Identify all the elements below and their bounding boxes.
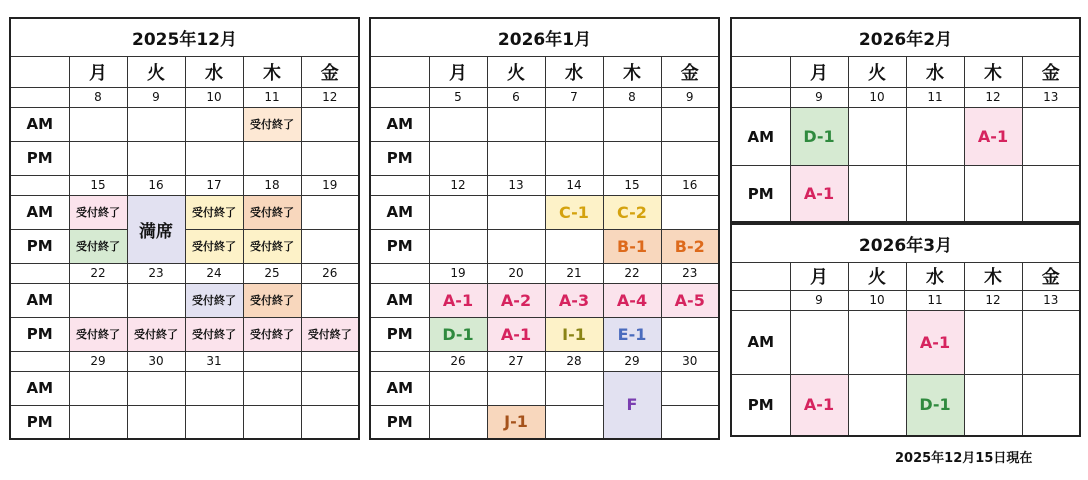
- date-cell: 13: [1022, 290, 1080, 310]
- slot-empty: [661, 195, 719, 229]
- date-cell: 23: [661, 263, 719, 283]
- date-cell: 12: [301, 87, 359, 107]
- slot-empty: [545, 107, 603, 141]
- slot-empty: [906, 107, 964, 165]
- slot-empty: [243, 371, 301, 405]
- date-cell: 8: [69, 87, 127, 107]
- slot-empty: [848, 166, 906, 222]
- calendar-dec-2025: [9, 17, 360, 440]
- date-cell: 26: [429, 351, 487, 371]
- calendar-jan-2026: [369, 17, 720, 440]
- slot-code: A-1: [487, 317, 545, 351]
- date-cell: 12: [429, 175, 487, 195]
- slot-empty: [848, 107, 906, 165]
- slot-empty: [185, 371, 243, 405]
- slot-empty: [848, 374, 906, 436]
- date-cell: 5: [429, 87, 487, 107]
- slot-code: A-2: [487, 283, 545, 317]
- date-cell: 9: [790, 87, 848, 107]
- slot-code: J-1: [487, 405, 545, 439]
- weekday-thu: 木: [964, 262, 1022, 290]
- row-label-pm: PM: [10, 405, 69, 439]
- row-label-am: AM: [10, 107, 69, 141]
- slot-closed: 受付終了: [185, 317, 243, 351]
- slot-empty: [429, 229, 487, 263]
- weekday-wed: 水: [185, 56, 243, 87]
- weekday-fri: 金: [1022, 56, 1080, 87]
- slot-empty: [127, 141, 185, 175]
- date-cell: 30: [127, 351, 185, 371]
- row-label-am: AM: [370, 283, 429, 317]
- slot-code: A-1: [790, 166, 848, 222]
- month-title: 2025年12月: [10, 18, 359, 56]
- date-cell: 22: [69, 263, 127, 283]
- date-cell: 12: [964, 290, 1022, 310]
- date-cell: 16: [127, 175, 185, 195]
- date-cell: 14: [545, 175, 603, 195]
- slot-empty: [127, 107, 185, 141]
- weekday-wed: 水: [906, 262, 964, 290]
- date-cell: 13: [1022, 87, 1080, 107]
- slot-closed: 受付終了: [243, 283, 301, 317]
- slot-code: A-1: [906, 310, 964, 374]
- date-cell: 17: [185, 175, 243, 195]
- date-cell: 20: [487, 263, 545, 283]
- slot-empty: [487, 107, 545, 141]
- as-of-date: 2025年12月15日現在: [895, 451, 1033, 466]
- slot-empty: [185, 141, 243, 175]
- weekday-thu: 木: [603, 56, 661, 87]
- slot-empty: [429, 195, 487, 229]
- slot-code: C-2: [603, 195, 661, 229]
- slot-empty: [69, 283, 127, 317]
- date-cell: 15: [69, 175, 127, 195]
- date-cell: 23: [127, 263, 185, 283]
- slot-empty: [487, 229, 545, 263]
- slot-empty: [661, 107, 719, 141]
- slot-empty: [487, 141, 545, 175]
- weekday-mon: 月: [790, 56, 848, 87]
- row-label-am: AM: [731, 107, 790, 165]
- row-label-pm: PM: [10, 141, 69, 175]
- row-label-am: AM: [370, 195, 429, 229]
- date-cell: 9: [790, 290, 848, 310]
- slot-empty: [243, 405, 301, 439]
- slot-empty: [1022, 107, 1080, 165]
- weekday-wed: 水: [906, 56, 964, 87]
- weekday-fri: 金: [301, 56, 359, 87]
- slot-closed: 受付終了: [243, 317, 301, 351]
- date-cell: 8: [603, 87, 661, 107]
- slot-empty: [790, 310, 848, 374]
- slot-empty: [69, 371, 127, 405]
- calendar-feb-2026: [730, 17, 1081, 223]
- slot-empty: [429, 405, 487, 439]
- slot-empty: [603, 107, 661, 141]
- row-label-am: AM: [10, 371, 69, 405]
- date-cell: 22: [603, 263, 661, 283]
- slot-code: A-1: [429, 283, 487, 317]
- slot-code: E-1: [603, 317, 661, 351]
- weekday-tue: 火: [487, 56, 545, 87]
- slot-closed: 受付終了: [185, 283, 243, 317]
- slot-empty: [127, 283, 185, 317]
- date-cell: 26: [301, 263, 359, 283]
- date-cell: 11: [906, 87, 964, 107]
- slot-closed: 受付終了: [69, 195, 127, 229]
- row-label-pm: PM: [370, 317, 429, 351]
- weekday-fri: 金: [661, 56, 719, 87]
- slot-closed: 受付終了: [243, 195, 301, 229]
- row-label-pm: PM: [370, 405, 429, 439]
- slot-code: D-1: [790, 107, 848, 165]
- month-title: 2026年1月: [370, 18, 719, 56]
- slot-empty: [301, 405, 359, 439]
- date-cell: 29: [603, 351, 661, 371]
- slot-empty: [661, 371, 719, 405]
- slot-empty: [848, 310, 906, 374]
- calendar-mar-2026: [730, 223, 1081, 437]
- slot-closed: 受付終了: [185, 229, 243, 263]
- date-cell: 29: [69, 351, 127, 371]
- weekday-fri: 金: [1022, 262, 1080, 290]
- slot-empty: [185, 107, 243, 141]
- slot-empty: [661, 141, 719, 175]
- slot-closed: 受付終了: [185, 195, 243, 229]
- slot-empty: [545, 141, 603, 175]
- slot-empty: [69, 107, 127, 141]
- slot-empty: [301, 371, 359, 405]
- date-cell: 11: [243, 87, 301, 107]
- date-cell: 12: [964, 87, 1022, 107]
- date-cell: 9: [127, 87, 185, 107]
- date-cell: 18: [243, 175, 301, 195]
- slot-empty: [545, 371, 603, 405]
- slot-empty: [906, 166, 964, 222]
- date-cell: 11: [906, 290, 964, 310]
- slot-code: A-1: [790, 374, 848, 436]
- slot-empty: [301, 107, 359, 141]
- slot-code: A-5: [661, 283, 719, 317]
- month-title: 2026年3月: [731, 224, 1080, 262]
- row-label-pm: PM: [370, 229, 429, 263]
- slot-empty: [429, 107, 487, 141]
- row-label-am: AM: [370, 107, 429, 141]
- slot-empty: [301, 229, 359, 263]
- slot-code: A-1: [964, 107, 1022, 165]
- slot-code: A-3: [545, 283, 603, 317]
- row-label-am: AM: [10, 283, 69, 317]
- slot-empty: [964, 166, 1022, 222]
- slot-empty: [964, 310, 1022, 374]
- slot-empty: [127, 371, 185, 405]
- weekday-mon: 月: [790, 262, 848, 290]
- slot-code: D-1: [429, 317, 487, 351]
- slot-code: F: [603, 371, 661, 439]
- slot-empty: [487, 371, 545, 405]
- slot-empty: [964, 374, 1022, 436]
- month-title: 2026年2月: [731, 18, 1080, 56]
- slot-empty: [1022, 310, 1080, 374]
- slot-empty: [661, 405, 719, 439]
- row-label-am: AM: [10, 195, 69, 229]
- date-cell: 10: [848, 87, 906, 107]
- weekday-tue: 火: [127, 56, 185, 87]
- slot-empty: [301, 283, 359, 317]
- slot-code: B-2: [661, 229, 719, 263]
- row-label-am: AM: [731, 310, 790, 374]
- slot-code: D-1: [906, 374, 964, 436]
- date-cell: 13: [487, 175, 545, 195]
- date-cell: 7: [545, 87, 603, 107]
- date-cell: 19: [301, 175, 359, 195]
- slot-empty: [185, 405, 243, 439]
- slot-empty: [1022, 374, 1080, 436]
- date-cell: 31: [185, 351, 243, 371]
- slot-empty: [69, 141, 127, 175]
- slot-empty: [429, 141, 487, 175]
- slot-empty: [301, 141, 359, 175]
- slot-empty: [127, 405, 185, 439]
- date-cell: 30: [661, 351, 719, 371]
- date-cell: 10: [185, 87, 243, 107]
- weekday-thu: 木: [243, 56, 301, 87]
- slot-empty: [301, 195, 359, 229]
- row-label-pm: PM: [731, 374, 790, 436]
- slot-code: B-1: [603, 229, 661, 263]
- slot-empty: [487, 195, 545, 229]
- date-cell: 15: [603, 175, 661, 195]
- slot-empty: [603, 141, 661, 175]
- date-cell: 25: [243, 263, 301, 283]
- slot-code: A-4: [603, 283, 661, 317]
- date-cell: 10: [848, 290, 906, 310]
- weekday-tue: 火: [848, 262, 906, 290]
- slot-empty: [429, 371, 487, 405]
- slot-code: C-1: [545, 195, 603, 229]
- date-cell: [243, 351, 301, 371]
- slot-closed: 受付終了: [243, 229, 301, 263]
- slot-empty: [243, 141, 301, 175]
- slot-closed: 受付終了: [69, 229, 127, 263]
- weekday-tue: 火: [848, 56, 906, 87]
- date-cell: 21: [545, 263, 603, 283]
- slot-empty: [661, 317, 719, 351]
- date-cell: 27: [487, 351, 545, 371]
- slot-code: I-1: [545, 317, 603, 351]
- slot-full: 満席: [127, 195, 185, 263]
- slot-closed: 受付終了: [243, 107, 301, 141]
- row-label-pm: PM: [10, 317, 69, 351]
- date-cell: 28: [545, 351, 603, 371]
- slot-empty: [1022, 166, 1080, 222]
- slot-empty: [545, 229, 603, 263]
- slot-closed: 受付終了: [127, 317, 185, 351]
- slot-closed: 受付終了: [69, 317, 127, 351]
- date-cell: 24: [185, 263, 243, 283]
- row-label-pm: PM: [731, 166, 790, 222]
- weekday-mon: 月: [69, 56, 127, 87]
- row-label-am: AM: [370, 371, 429, 405]
- row-label-pm: PM: [10, 229, 69, 263]
- slot-closed: 受付終了: [301, 317, 359, 351]
- weekday-wed: 水: [545, 56, 603, 87]
- slot-empty: [545, 405, 603, 439]
- slot-empty: [69, 405, 127, 439]
- weekday-thu: 木: [964, 56, 1022, 87]
- date-cell: 9: [661, 87, 719, 107]
- date-cell: [301, 351, 359, 371]
- weekday-mon: 月: [429, 56, 487, 87]
- date-cell: 16: [661, 175, 719, 195]
- date-cell: 19: [429, 263, 487, 283]
- date-cell: 6: [487, 87, 545, 107]
- row-label-pm: PM: [370, 141, 429, 175]
